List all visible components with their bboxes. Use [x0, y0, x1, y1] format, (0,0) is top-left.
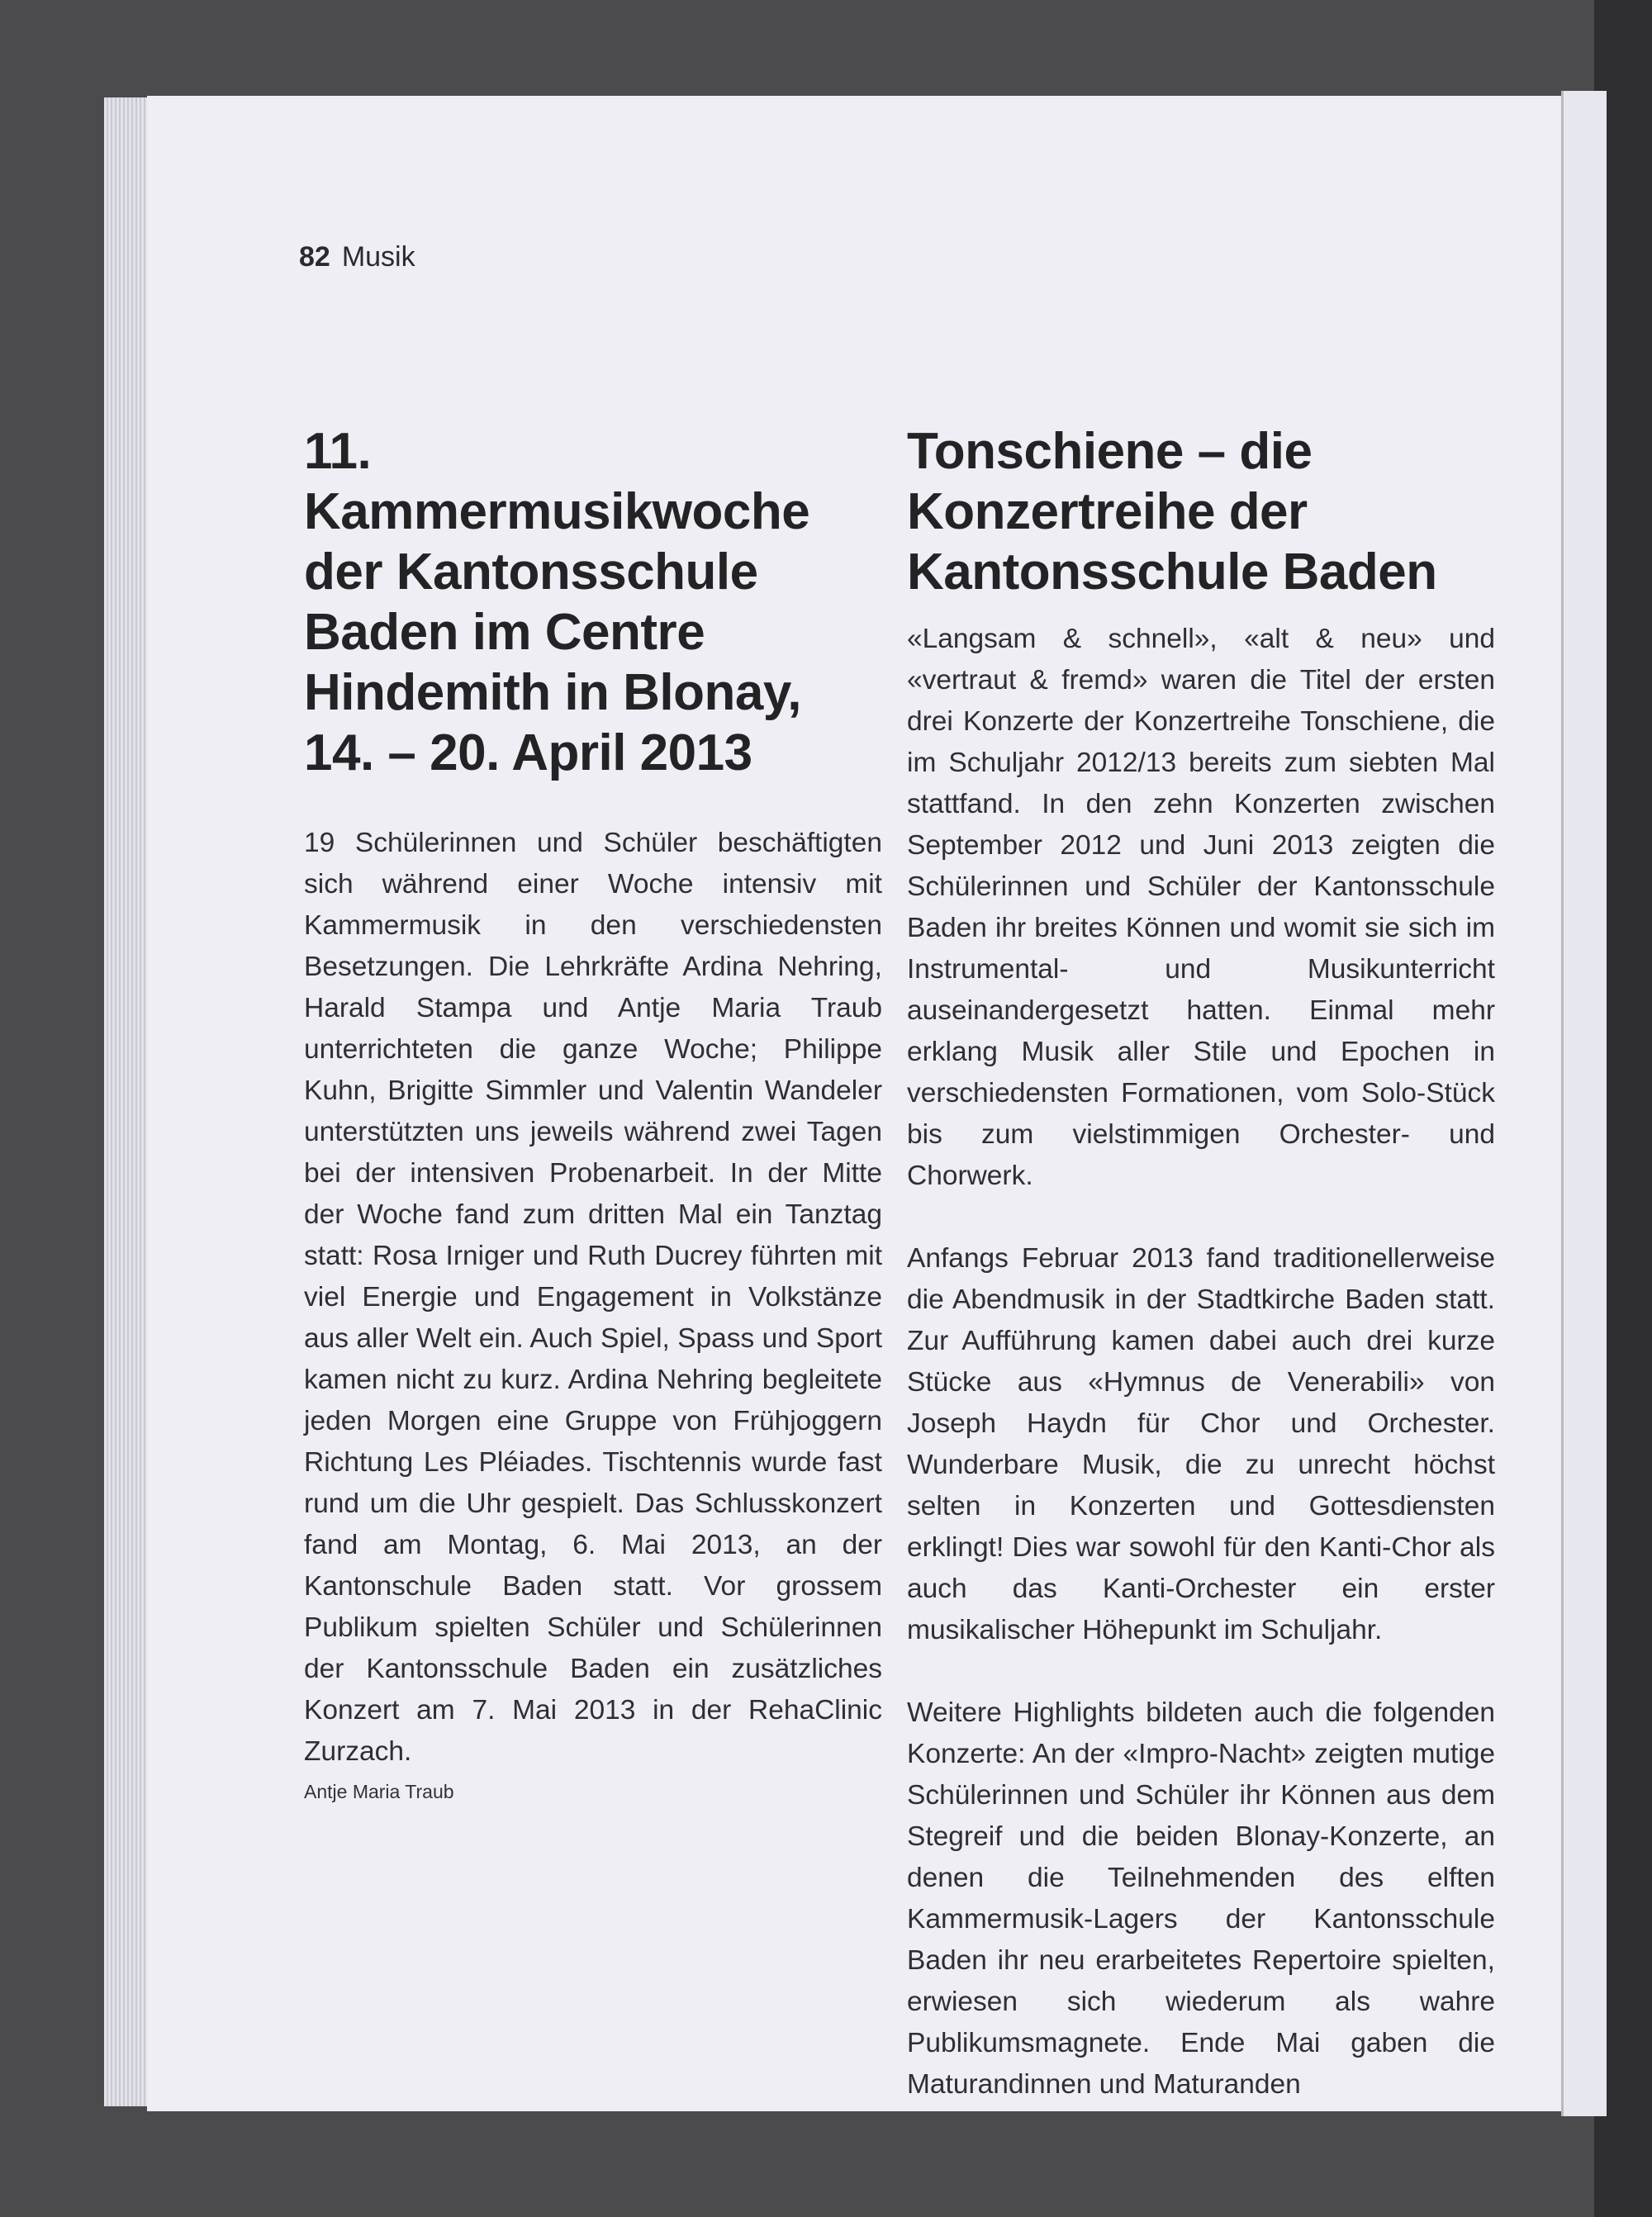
article-right-title: Tonschiene – die Konzertreihe der Kantonsschule Baden [907, 423, 1437, 601]
article-right [907, 421, 1495, 2105]
page-number: 82 [299, 241, 330, 273]
article-left-author: Antje Maria Traub [304, 1781, 454, 1802]
article-left-paragraph: 19 Schülerinnen und Schüler beschäftigten sich während einer Woche intensiv mit Kammermusik in den verschiedensten Besetzungen. Die Lehrkräfte Ardina Nehring, Harald Stampa und Antje Maria Traub unterrichteten die ganze Woche; Philippe Kuhn, Brigitte Simmler und Valentin Wandeler unterstützten uns jeweils während zwei Tagen bei der intensiven Probenarbeit. In der Mitte der Woche fand zum dritten Mal ein Tanztag statt: Rosa Irniger und Ruth Ducrey führten mit viel Energie und Engagement in Volkstänze aus aller Welt ein. Auch Spiel, Spass und Sport kamen nicht zu kurz. Ardina Nehring begleitete jeden Morgen eine Gruppe von Frühjoggern Richtung Les Pléiades. Tischtennis wurde fast rund um die Uhr gespielt. Das Schlusskonzert fand am Montag, 6. Mai 2013, an der Kantonschule Baden statt. Vor grossem Publikum spielten Schüler und Schülerinnen der Kantonsschule Baden ein zusätzliches Konzert am 7. Mai 2013 in der RehaClinic Zurzach. [304, 828, 882, 1767]
article-left-body [304, 823, 882, 1803]
article-right-paragraph-3: Weitere Highlights bildeten auch die folgenden Konzerte: An der «Impro-Nacht» zeigten mutige Schülerinnen und Schüler ihr Können aus dem Stegreif und die beiden Blonay-Konzerte, an denen die Teilnehmenden des elften Kammermusik-Lagers der Kantonsschule Baden ihr neu erarbeitetes Repertoire spielten, erwiesen sich wiederum als wahre Publikumsmagnete. Ende Mai gaben die Maturandinnen und Maturanden [907, 1697, 1495, 2100]
section-name: Musik [341, 241, 415, 273]
running-head [299, 241, 415, 273]
article-left [304, 421, 882, 1803]
article-left-title: 11. Kammermusikwoche der Kantonsschule Baden im Centre Hindemith in Blonay, 14. – 20. April 2013 [304, 423, 810, 781]
facing-page-edge [1561, 91, 1607, 2116]
book-page-edges [104, 97, 154, 2106]
article-right-paragraph-2: Anfangs Februar 2013 fand traditionellerweise die Abendmusik in der Stadtkirche Baden statt. Zur Aufführung kamen dabei auch drei kurze Stücke aus «Hymnus de Venerabili» von Joseph Haydn für Chor und Orchester. Wunderbare Musik, die zu unrecht höchst selten in Konzerten und Gottesdiensten erklingt! Dies war sowohl für den Kanti-Chor als auch das Kanti-Orchester ein erster musikalischer Höhepunkt im Schuljahr. [907, 1243, 1495, 1645]
article-right-body [907, 619, 1495, 2105]
article-right-paragraph-1: «Langsam & schnell», «alt & neu» und «vertraut & fremd» waren die Titel der ersten drei Konzerte der Konzertreihe Tonschiene, die im Schuljahr 2012/13 bereits zum siebten Mal stattfand. In den zehn Konzerten zwischen September 2012 und Juni 2013 zeigten die Schülerinnen und Schüler der Kantonsschule Baden ihr breites Können und womit sie sich im Instrumental- und Musikunterricht auseinandergesetzt hatten. Einmal mehr erklang Musik aller Stile und Epochen in verschiedensten Formationen, vom Solo-Stück bis zum vielstimmigen Orchester- und Chorwerk. [907, 624, 1495, 1191]
